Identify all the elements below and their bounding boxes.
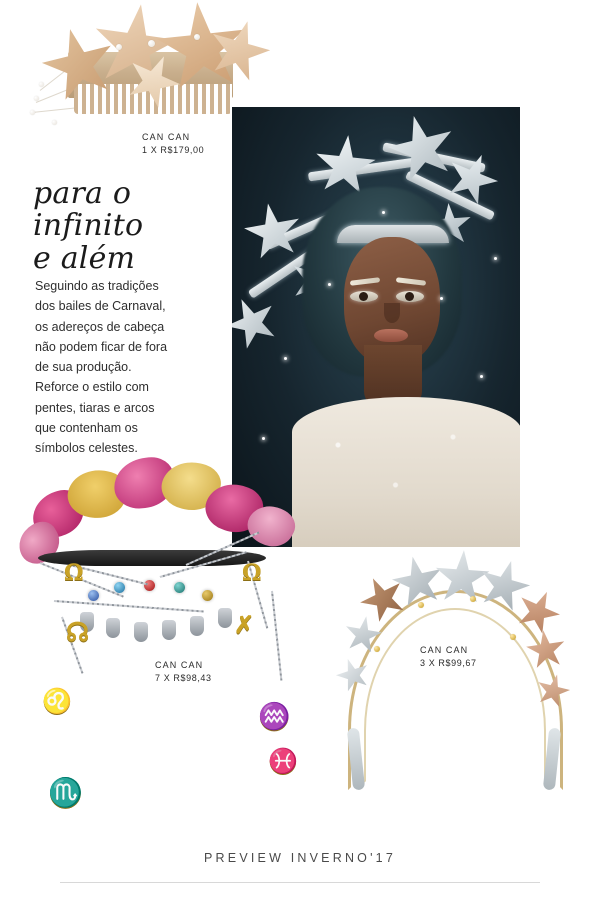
body-line-4: não podem ficar de fora xyxy=(35,339,168,354)
product-image-star-headband xyxy=(330,550,590,800)
body-line-5: de sua produção. xyxy=(35,360,132,374)
charm-icon: ♓ xyxy=(268,746,298,775)
body-line-1: Seguindo as tradições xyxy=(35,279,159,293)
product-image-flower-crown xyxy=(10,440,320,850)
product-image-comb xyxy=(30,0,260,135)
body-line-3: os adereços de cabeça xyxy=(35,319,165,334)
charm-icon: Ω xyxy=(242,560,262,586)
body-line-8: que contenham os xyxy=(35,420,138,435)
product-caption-comb xyxy=(142,131,204,157)
charm-icon: ☊ xyxy=(66,618,90,648)
body-line-6: Reforce o estilo com xyxy=(35,380,149,395)
product-brand-comb: CAN CAN xyxy=(142,132,191,142)
headline-line-2: infinito xyxy=(33,208,144,244)
product-price-comb: 1 X R$179,00 xyxy=(142,145,205,156)
footer-divider xyxy=(60,882,540,883)
charm-icon: ♏ xyxy=(48,776,83,809)
body-line-7: pentes, tiaras e arcos xyxy=(35,400,155,415)
body-copy xyxy=(35,276,220,458)
product-caption-flower-crown xyxy=(155,659,212,685)
product-price-flower-crown: 7 X R$98,43 xyxy=(155,673,212,684)
body-line-2: dos bailes de Carnaval, xyxy=(35,299,166,314)
product-brand-flower-crown: CAN CAN xyxy=(155,660,204,670)
charm-icon: ♌ xyxy=(42,686,72,715)
product-price-star-headband: 3 X R$99,67 xyxy=(420,658,477,669)
page-title xyxy=(33,178,143,275)
headline-line-3: e além xyxy=(33,240,136,276)
footer-label: PREVIEW INVERNO'17 xyxy=(204,851,396,865)
product-brand-star-headband: CAN CAN xyxy=(420,645,469,655)
charm-icon: ♒ xyxy=(258,702,291,732)
product-caption-star-headband xyxy=(420,644,477,670)
charm-icon: Ω xyxy=(64,560,84,586)
charm-icon: ✗ xyxy=(234,610,255,639)
headline-line-1: para o xyxy=(33,176,132,211)
body-line-9: símbolos celestes. xyxy=(35,441,138,455)
